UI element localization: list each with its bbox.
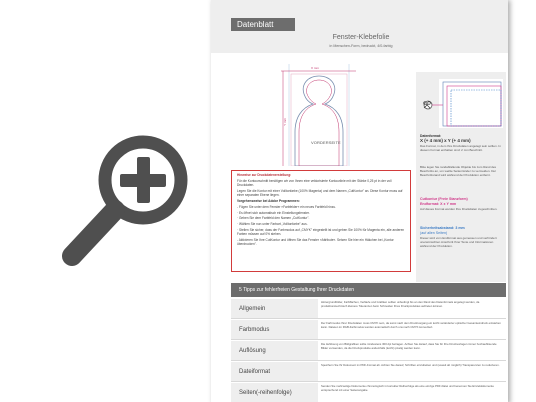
- drawing-side-label: VORDERSEITE: [311, 140, 341, 145]
- bleed-info-text: Bitte legen Sie randabfallende Objekte bis zum Rand des Beschnitts an, um weiße Seitenränder zu vermeiden. Der Beschnittsrand wird während der Produktion entfernt.: [420, 165, 497, 177]
- instructions-text: Legen Sie die Kontur mit einer Volltonfarbe (100% Magenta) und dem Namen „CutKontur" an. Diese Kontur muss auf einer separaten Ebene liegen.: [237, 188, 403, 198]
- tip-row: [231, 383, 506, 402]
- product-title: Fenster-Klebefolie: [332, 34, 390, 41]
- instructions-step: - Aktivieren Sie Ihre CutKontur und öffnen Sie das Fenster »Attribute«. Setzen Sie hier ein Häkchen bei „Kontur überdrucken".: [237, 238, 394, 247]
- zoom-in-icon[interactable]: [58, 128, 198, 278]
- divider: [231, 339, 506, 340]
- divider: [231, 360, 506, 361]
- tip-label: Farbmodus: [231, 320, 318, 340]
- data-format-label: Datenformat:: [420, 134, 442, 138]
- cutout-drawing: [231, 56, 411, 166]
- end-format-label: Endformat: X x Y mm: [420, 202, 457, 206]
- instructions-heading: Hinweise zur Druckdatenerstellung:: [237, 173, 292, 177]
- cut-info: [420, 197, 504, 211]
- tip-description: Die Auflösung von Bildgrafiken sollte mindestens 300 dpi betragen. Achten Sie darauf, dass Sie für Ihre Druckvorlagen immer hochauflösende Bilder verwenden, da die Druckprodukte andernfalls (leicht) pixelig werden kann.: [321, 342, 497, 350]
- data-format-value: X (+ 4 mm) x Y (+ 4 mm): [420, 138, 471, 143]
- instructions-step: · Wählen Sie nun unter Farbart „Volltonfarbe" aus.: [237, 222, 308, 227]
- tip-label: Allgemein: [231, 299, 318, 319]
- datasheet-page[interactable]: [211, 0, 508, 402]
- divider: [231, 381, 506, 382]
- product-subtitle: in Menschen-Form, bedruckt, 4/0-farbig: [329, 44, 393, 48]
- safety-margin-label: Sicherheitsabstand: 3 mm: [420, 226, 465, 230]
- tip-row: [231, 299, 506, 319]
- instructions-subheading: Vorgehensweise bei Adobe Programmen:: [237, 198, 300, 203]
- datasheet-tag: Datenblatt: [231, 18, 295, 31]
- format-preview: [417, 76, 505, 130]
- instructions-step: · Es öffnet sich automatisch ein Einstellungsfenster.: [237, 210, 310, 215]
- dimension-width-label: X mm: [311, 66, 319, 70]
- tip-row: [231, 320, 506, 340]
- tip-description: Speichern Sie Ihr Dokument im PDF-Format ab. Achten Sie darauf, Schriften einzubetten und (soweit ab möglich) Transparenzen zu reduzieren.: [321, 363, 500, 367]
- tip-row: [231, 362, 506, 382]
- tip-row: [231, 341, 506, 361]
- safety-margin-description: Dieser wird vom Endformat aus gemessen und verhindert unerwünschten Anschnitt Ihrer Texte und Informationen während der Produktion.: [420, 236, 497, 248]
- tip-label: Auflösung: [231, 341, 318, 361]
- instructions-step: · Stellen Sie sicher, dass der Farbmodus auf „CMYK" eingestellt ist und geben Sie 100% für Magenta ein, alle anderen Farben müssen auf 0% stehen.: [237, 227, 405, 237]
- safety-info: [420, 226, 504, 248]
- tip-description: Hintergrundbilder, Farbflächen, Verläufe und Grafiken sollten unbedingt bis an den Rand des Datenformats angelegt werden, da produktionstechnisch kleinere Toleranzen beim Schneiden Ihres Druckproduktes auftreten können.: [321, 300, 480, 308]
- instructions-box: [231, 170, 411, 272]
- data-format-description: Das Format, in dem Ihre Druckdaten angelegt sein sollten. In diesem Format enthalten sind: 2 mm Beschnitt.: [420, 143, 501, 152]
- instructions-text: Für die Kontourschnitt benötigen wir von Ihnen eine vektorisierte Kontourlinie mit der Stärke 0,25 pt in der voll Druckdaten.: [237, 178, 392, 188]
- safety-margin-sub: (auf allen Seiten): [420, 231, 448, 235]
- tips-heading: 5 Tipps zur fehlerfreien Gestaltung Ihrer Druckdaten: [231, 283, 506, 297]
- format-info-text: [420, 134, 504, 152]
- tip-description: Der Farbmodus Ihrer Druckdaten muss CMYK sein, da sonst nach dem Druckvorgang ein leicht veränderter optischer Gesamteindruck entstehen kann. Dateien im RGB-Farbmodus werden automatisch durch uns nach CMYK konvertiert.: [321, 321, 501, 329]
- end-format-description: Auf dieses Format werden Ihre Druckdaten zugeschnitten.: [420, 207, 498, 211]
- dimension-height-label: Y mm: [283, 118, 287, 126]
- cut-contour-label: Cutkontur (Freie Stanzform): [420, 197, 468, 201]
- instructions-step: · Geben Sie dem Farbfeld den Namen „CutKontur".: [237, 216, 310, 221]
- tip-description: Senden Sie mehrseitige Dokumente chronologisch in korrekter Reihenfolge als eine einzige PDF-Datei und benennen Sie Einzeldokumente entsprechend mit einer Seitenangabe.: [321, 384, 494, 392]
- tip-label: Dateiformat: [231, 362, 318, 382]
- divider: [231, 318, 506, 319]
- tip-label: Seiten(-reihenfolge): [231, 383, 318, 402]
- instructions-step: - Fügen Sie unter dem Fenster »Farbfelder« ein neues Farbfeld hinzu.: [237, 204, 337, 209]
